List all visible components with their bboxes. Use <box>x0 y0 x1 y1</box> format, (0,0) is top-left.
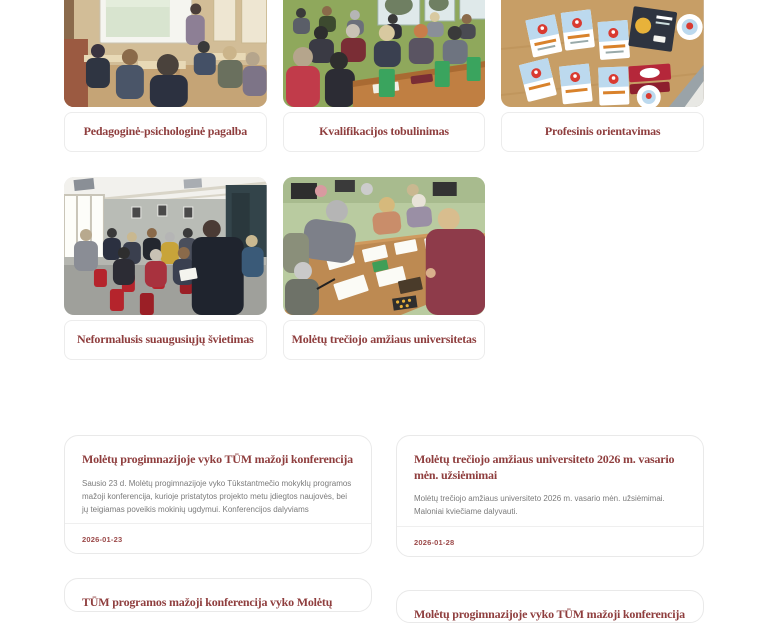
gallery-card-kvalifikacijos-tobulinimas <box>283 0 486 152</box>
services-gallery <box>64 0 704 360</box>
page-content <box>64 0 704 623</box>
news-title[interactable]: Molėtų progimnazijoje vyko TŪM mažoji konferencija <box>414 606 685 621</box>
photo-training-audience[interactable] <box>283 0 486 107</box>
gallery-caption-label: Profesinis orientavimas <box>544 124 661 139</box>
photo-conference-hall[interactable] <box>64 177 267 315</box>
news-section <box>64 435 704 623</box>
classroom-presentation-illustration <box>64 0 267 107</box>
news-title[interactable]: Molėtų trečiojo amžiaus universiteto 2026 m. vasario mėn. užsiėmimai <box>414 452 675 482</box>
news-column-right <box>396 435 704 623</box>
gallery-caption-label: Molėtų trečiojo amžiaus universitetas <box>291 332 477 347</box>
career-cards-illustration <box>501 0 704 107</box>
news-date: 2026-01-23 <box>82 535 123 545</box>
news-date: 2026-01-28 <box>414 537 455 547</box>
gallery-caption-label: Kvalifikacijos tobulinimas <box>319 124 449 139</box>
news-card[interactable] <box>396 590 704 623</box>
news-excerpt: Sausio 23 d. Molėtų progimnazijoje vyko Tūkstantmečio mokyklų programos mažoji konferencija, kurioje pristatytos projekto metu įdiegtos naujovės, bei jų teigiamas poveikis mokinių ugdymui. Konferencijos dalyviams <box>82 478 352 514</box>
gallery-caption-suaugusiuju-svietimas[interactable] <box>64 320 267 360</box>
seniors-study-illustration <box>283 177 486 315</box>
gallery-card-treciojo-amziaus-universitetas <box>283 177 486 360</box>
conference-hall-illustration <box>64 177 267 315</box>
gallery-caption-profesinis-orientavimas[interactable] <box>501 112 704 152</box>
news-card[interactable] <box>64 435 372 554</box>
gallery-card-pedagogine-pagalba <box>64 0 267 152</box>
news-footer <box>65 523 371 553</box>
gallery-caption-label: Neformalusis suaugusiųjų švietimas <box>77 332 254 347</box>
photo-career-cards-table[interactable] <box>501 0 704 107</box>
photo-classroom-presentation[interactable] <box>64 0 267 107</box>
gallery-card-profesinis-orientavimas <box>501 0 704 152</box>
news-footer <box>397 526 703 556</box>
news-card[interactable] <box>396 435 704 557</box>
gallery-caption-treciojo-amziaus-universitetas[interactable] <box>283 320 486 360</box>
gallery-caption-label: Pedagoginė-psichologinė pagalba <box>83 124 248 139</box>
training-audience-illustration <box>283 0 486 107</box>
news-excerpt: Molėtų trečiojo amžiaus universiteto 2026 m. vasario mėn. užsiėmimai. Maloniai kviečiame dalyvauti. <box>414 494 665 517</box>
gallery-card-suaugusiuju-svietimas <box>64 177 267 360</box>
gallery-caption-kvalifikacijos-tobulinimas[interactable] <box>283 112 486 152</box>
news-title[interactable]: TŪM programos mažoji konferencija vyko Molėtų <box>82 595 333 610</box>
news-title[interactable]: Molėtų progimnazijoje vyko TŪM mažoji konferencija <box>82 452 353 466</box>
news-card[interactable] <box>64 578 372 612</box>
news-column-left <box>64 435 372 623</box>
gallery-caption-pedagogine-pagalba[interactable] <box>64 112 267 152</box>
photo-seniors-study-table[interactable] <box>283 177 486 315</box>
